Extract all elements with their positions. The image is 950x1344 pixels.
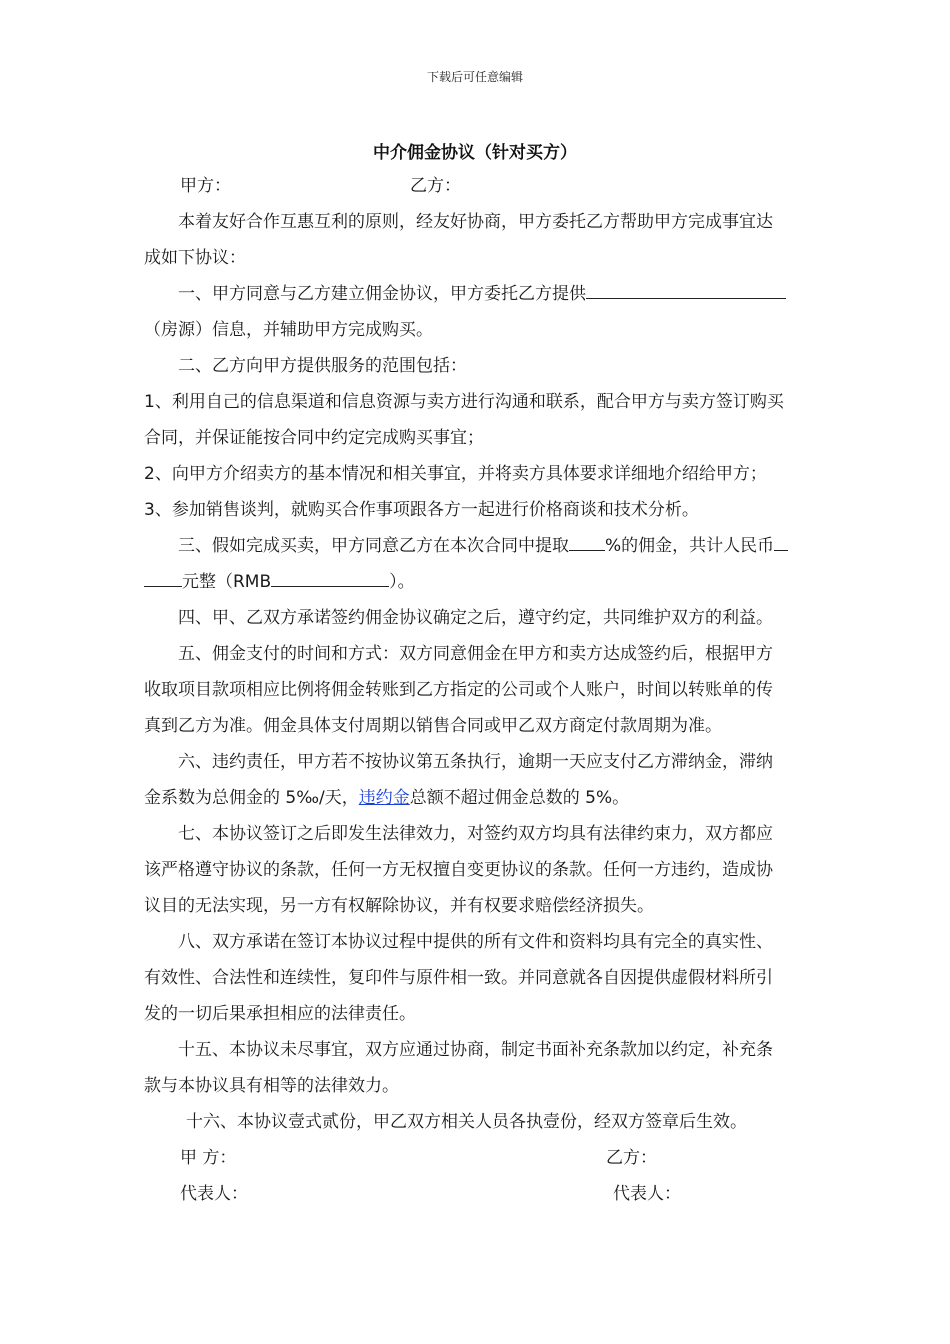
intro-line: 本着友好合作互惠互利的原则，经友好协商，甲方委托乙方帮助甲方完成事宜达 <box>178 212 773 232</box>
sign-party-b: 乙方： <box>606 1148 657 1168</box>
clause-3 <box>144 528 809 600</box>
intro-line: 成如下协议： <box>144 248 246 268</box>
clause-8-line: 发的一切后果承担相应的法律责任。 <box>144 1004 416 1024</box>
clause-8 <box>144 924 809 1032</box>
intro-paragraph <box>144 204 809 276</box>
clause-6-line-2 <box>144 780 809 816</box>
clause-8-line: 有效性、合法性和连续性，复印件与原件相一致。并同意就各自因提供虚假材料所引 <box>144 968 773 988</box>
clause-6 <box>144 744 809 816</box>
service-item-2: 2、向甲方介绍卖方的基本情况和相关事宜，并将卖方具体要求详细地介绍给甲方； <box>144 464 767 484</box>
clause-4: 四、甲、乙双方承诺签约佣金协议确定之后，遵守约定，共同维护双方的利益。 <box>178 608 773 628</box>
clause-6-text-a: 金系数为总佣金的 5‰/天， <box>144 788 359 808</box>
clause-15 <box>144 1032 809 1104</box>
party-a-label: 甲方： <box>180 176 231 196</box>
service-item-1-line: 1、利用自己的信息渠道和信息资源与卖方进行沟通和联系，配合甲方与卖方签订购买 <box>144 392 784 412</box>
document-title: 中介佣金协议（针对买方） <box>373 143 577 163</box>
clause-2: 二、乙方向甲方提供服务的范围包括： <box>178 356 467 376</box>
clause-1 <box>144 276 809 348</box>
parties-row <box>144 168 809 204</box>
clause-3-text-d: ）。 <box>389 572 415 592</box>
clause-5-line: 收取项目款项相应比例将佣金转账到乙方指定的公司或个人账户，时间以转账单的传 <box>144 680 773 700</box>
clause-3-text-b: %的佣金，共计人民币 <box>605 536 775 556</box>
representative-row <box>144 1176 809 1212</box>
document-body <box>144 168 809 1212</box>
rmb-blank[interactable] <box>271 564 389 587</box>
sign-party-a: 甲 方： <box>180 1148 237 1168</box>
clause-7 <box>144 816 809 924</box>
clause-5 <box>144 636 809 744</box>
signature-row <box>144 1140 809 1176</box>
clause-5-line: 五、佣金支付的时间和方式：双方同意佣金在甲方和卖方达成签约后，根据甲方 <box>178 644 773 664</box>
clause-15-line: 十五、本协议未尽事宜，双方应通过协商，制定书面补充条款加以约定，补充条 <box>178 1040 773 1060</box>
clause-3-line <box>144 528 809 564</box>
clause-5-line: 真到乙方为准。佣金具体支付周期以销售合同或甲乙双方商定付款周期为准。 <box>144 716 722 736</box>
service-item-1 <box>144 384 809 456</box>
rep-party-b: 代表人： <box>613 1184 681 1204</box>
clause-8-line: 八、双方承诺在签订本协议过程中提供的所有文件和资料均具有完全的真实性、 <box>178 932 773 952</box>
clause-3-line-2 <box>144 564 809 600</box>
service-item-1-line: 合同，并保证能按合同中约定完成购买事宜； <box>144 428 484 448</box>
clause-7-line: 该严格遵守协议的条款，任何一方无权擅自变更协议的条款。任何一方违约，造成协 <box>144 860 773 880</box>
clause-6-text-b: 总额不超过佣金总数的 5%。 <box>409 788 630 808</box>
clause-1-line-2: （房源）信息，并辅助甲方完成购买。 <box>144 320 433 340</box>
party-b-label: 乙方： <box>410 176 461 196</box>
property-blank[interactable] <box>586 276 786 299</box>
clause-15-line: 款与本协议具有相等的法律效力。 <box>144 1076 399 1096</box>
penalty-link[interactable]: 违约金 <box>358 788 410 808</box>
clause-1-text: 一、甲方同意与乙方建立佣金协议，甲方委托乙方提供 <box>178 284 586 304</box>
amount-blank-start[interactable] <box>774 528 788 551</box>
clause-7-line: 议目的无法实现，另一方有权解除协议，并有权要求赔偿经济损失。 <box>144 896 654 916</box>
clause-1-line <box>144 276 809 312</box>
amount-blank[interactable] <box>144 564 182 587</box>
clause-16: 十六、本协议壹式贰份，甲乙双方相关人员各执壹份，经双方签章后生效。 <box>186 1112 747 1132</box>
service-item-3: 3、参加销售谈判，就购买合作事项跟各方一起进行价格商谈和技术分析。 <box>144 500 699 520</box>
clause-7-line: 七、本协议签订之后即发生法律效力，对签约双方均具有法律约束力，双方都应 <box>178 824 773 844</box>
clause-6-line: 六、违约责任，甲方若不按协议第五条执行，逾期一天应支付乙方滞纳金，滞纳 <box>178 752 773 772</box>
header-note: 下载后可任意编辑 <box>426 70 523 84</box>
clause-3-text-c: 元整（RMB <box>182 572 272 592</box>
rep-party-a: 代表人： <box>180 1184 248 1204</box>
clause-3-text-a: 三、假如完成买卖，甲方同意乙方在本次合同中提取 <box>178 536 569 556</box>
percent-blank[interactable] <box>569 528 605 551</box>
